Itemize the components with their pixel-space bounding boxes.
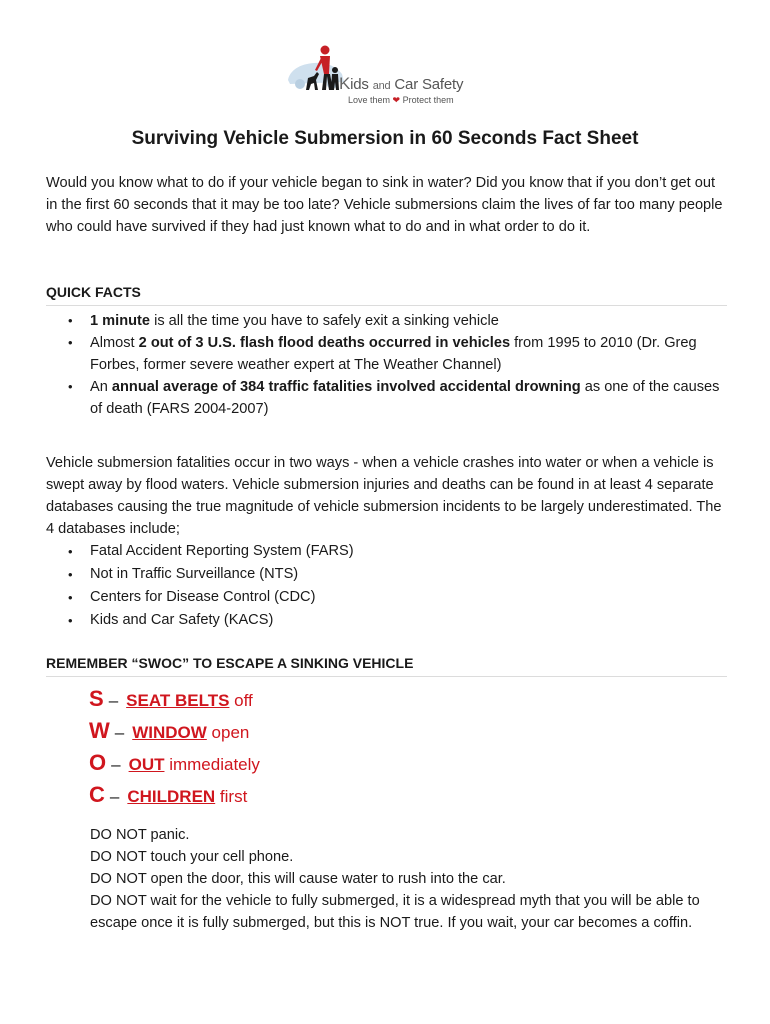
heart-icon: ❤ [392, 95, 401, 105]
submersion-paragraph: Vehicle submersion fatalities occur in two ways - when a vehicle crashes into water or when a vehicle is swept away by flood waters. Vehicle submersion injuries and deaths can be found in at least 4 separate databases causing the true magnitude of vehicle submersion incidents to be largely underestimated. The 4 databases include; [46, 455, 722, 537]
logo-brand-text: Kids and Car Safety [339, 74, 464, 93]
list-item: • Centers for Disease Control (CDC) [68, 586, 354, 609]
list-item: DO NOT open the door, this will cause water to rush into the car. [90, 871, 506, 887]
swoc-item: C – CHILDREN first [89, 782, 248, 807]
list-item: • Kids and Car Safety (KACS) [68, 609, 354, 632]
list-item: • 1 minute is all the time you have to safely exit a sinking vehicle [68, 310, 728, 332]
do-not-list [90, 824, 730, 934]
list-item: • Almost 2 out of 3 U.S. flash flood deaths occurred in vehicles from 1995 to 2010 (Dr. Greg Forbes, former severe weather expert at The Weather Channel) [68, 332, 728, 376]
list-item: DO NOT wait for the vehicle to fully submerged, it is a widespread myth that you will be able to escape once it is fully submerged, but this is NOT true. If you wait, your car becomes a coffin. [90, 893, 700, 931]
page-title: Surviving Vehicle Submersion in 60 Seconds Fact Sheet [131, 128, 639, 149]
swoc-item: S – SEAT BELTS off [89, 686, 253, 711]
list-item: DO NOT panic. [90, 827, 190, 843]
logo-tagline: Love them ❤ Protect them [348, 95, 454, 105]
list-item: • Not in Traffic Surveillance (NTS) [68, 563, 354, 586]
kids-and-car-safety-logo [284, 44, 484, 108]
database-list [68, 540, 354, 632]
quick-facts-heading: QUICK FACTS [46, 284, 727, 306]
swoc-heading: REMEMBER “SWOC” TO ESCAPE A SINKING VEHICLE [46, 655, 727, 677]
swoc-item: O – OUT immediately [89, 750, 260, 775]
list-item: DO NOT touch your cell phone. [90, 849, 294, 865]
quick-facts-list [68, 310, 728, 420]
swoc-list [89, 684, 260, 812]
swoc-item: W – WINDOW open [89, 718, 250, 743]
list-item: • An annual average of 384 traffic fatalities involved accidental drowning as one of the causes of death (FARS 2004-2007) [68, 376, 728, 420]
intro-paragraph: Would you know what to do if your vehicle began to sink in water? Did you know that if you don’t get out in the first 60 seconds that it may be too late? Vehicle submersions claim the lives of far too many people who could have survived if they had just known what to do and in what order to do it. [46, 175, 723, 235]
list-item: • Fatal Accident Reporting System (FARS) [68, 540, 354, 563]
